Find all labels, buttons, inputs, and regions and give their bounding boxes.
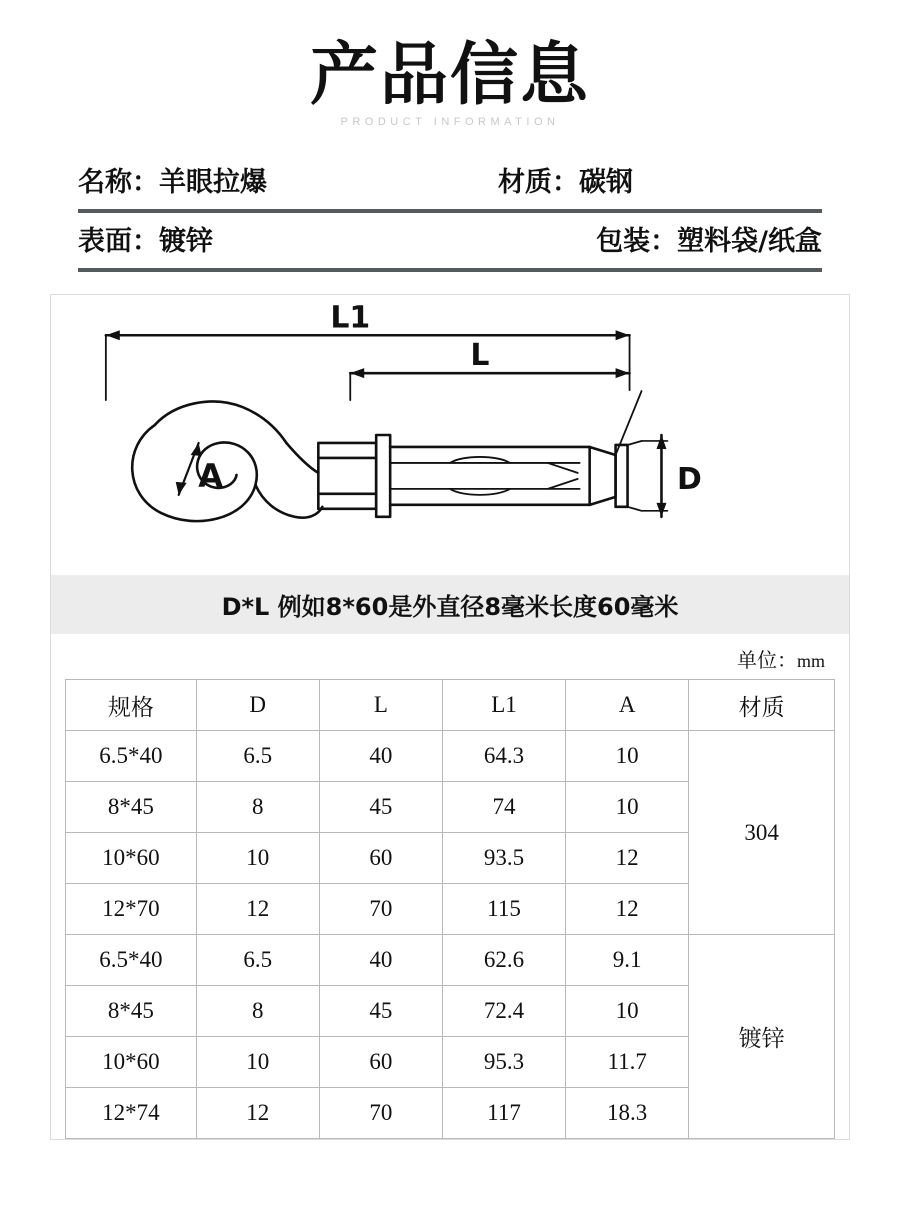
- cell-spec: 8*45: [66, 986, 197, 1037]
- cell-a: 10: [566, 782, 689, 833]
- cell-d: 10: [196, 1037, 319, 1088]
- spec-row-name-material: [78, 154, 822, 209]
- table-row: [66, 731, 835, 782]
- cell-spec: 6.5*40: [66, 935, 197, 986]
- cell-l: 70: [319, 884, 442, 935]
- cell-l1: 64.3: [442, 731, 565, 782]
- figure-panel: [50, 294, 850, 1140]
- cell-d: 12: [196, 1088, 319, 1139]
- cell-a: 9.1: [566, 935, 689, 986]
- page-subtitle: PRODUCT INFORMATION: [340, 116, 560, 128]
- cell-l: 40: [319, 935, 442, 986]
- table-header-row: [66, 680, 835, 731]
- cell-l1: 93.5: [442, 833, 565, 884]
- table-header-a: A: [566, 680, 689, 731]
- table-header-l: L: [319, 680, 442, 731]
- cell-d: 6.5: [196, 731, 319, 782]
- cell-d: 8: [196, 782, 319, 833]
- spec-package: 包装：塑料袋/纸盒: [596, 226, 822, 257]
- cell-l: 45: [319, 986, 442, 1037]
- table-header-spec: 规格: [66, 680, 197, 731]
- cell-a: 10: [566, 986, 689, 1037]
- dimension-label-a: A: [198, 456, 223, 495]
- cell-l1: 115: [442, 884, 565, 935]
- cell-spec: 6.5*40: [66, 731, 197, 782]
- spec-material: 材质：碳钢: [498, 167, 633, 198]
- cell-d: 12: [196, 884, 319, 935]
- dimension-label-l: L: [470, 338, 490, 374]
- table-header-d: D: [196, 680, 319, 731]
- spec-name: 名称：羊眼拉爆: [78, 167, 267, 198]
- cell-d: 6.5: [196, 935, 319, 986]
- cell-l: 70: [319, 1088, 442, 1139]
- cell-spec: 12*70: [66, 884, 197, 935]
- dimension-label-d: D: [676, 461, 702, 497]
- cell-l: 40: [319, 731, 442, 782]
- cell-a: 10: [566, 731, 689, 782]
- cell-l1: 95.3: [442, 1037, 565, 1088]
- spec-row-surface-package: [78, 213, 822, 268]
- cell-spec: 12*74: [66, 1088, 197, 1139]
- cell-l: 45: [319, 782, 442, 833]
- dimension-label-l1: L1: [330, 300, 371, 336]
- spec-table: [65, 679, 835, 1139]
- cell-l: 60: [319, 833, 442, 884]
- cell-spec: 10*60: [66, 1037, 197, 1088]
- divider-2: [78, 268, 822, 272]
- spec-list: [78, 154, 822, 272]
- cell-l1: 72.4: [442, 986, 565, 1037]
- cell-l1: 74: [442, 782, 565, 833]
- cell-d: 10: [196, 833, 319, 884]
- cell-spec: 10*60: [66, 833, 197, 884]
- unit-line: [51, 634, 849, 679]
- spec-surface: 表面：镀锌: [78, 226, 213, 257]
- cell-a: 12: [566, 833, 689, 884]
- unit-label: 单位：: [736, 648, 797, 672]
- cell-l1: 117: [442, 1088, 565, 1139]
- figure-note: D*L 例如8*60是外直径8毫米长度60毫米: [51, 575, 849, 634]
- cell-a: 12: [566, 884, 689, 935]
- technical-drawing: [51, 295, 849, 575]
- page-title: 产品信息: [309, 36, 590, 115]
- unit-value: mm: [796, 651, 825, 671]
- table-header-l1: L1: [442, 680, 565, 731]
- table-row: [66, 935, 835, 986]
- cell-l: 60: [319, 1037, 442, 1088]
- cell-material: 304: [689, 731, 835, 935]
- table-header-material: 材质: [689, 680, 835, 731]
- header-block: [0, 0, 900, 128]
- cell-l1: 62.6: [442, 935, 565, 986]
- cell-a: 11.7: [566, 1037, 689, 1088]
- cell-d: 8: [196, 986, 319, 1037]
- cell-a: 18.3: [566, 1088, 689, 1139]
- cell-material: 镀锌: [689, 935, 835, 1139]
- cell-spec: 8*45: [66, 782, 197, 833]
